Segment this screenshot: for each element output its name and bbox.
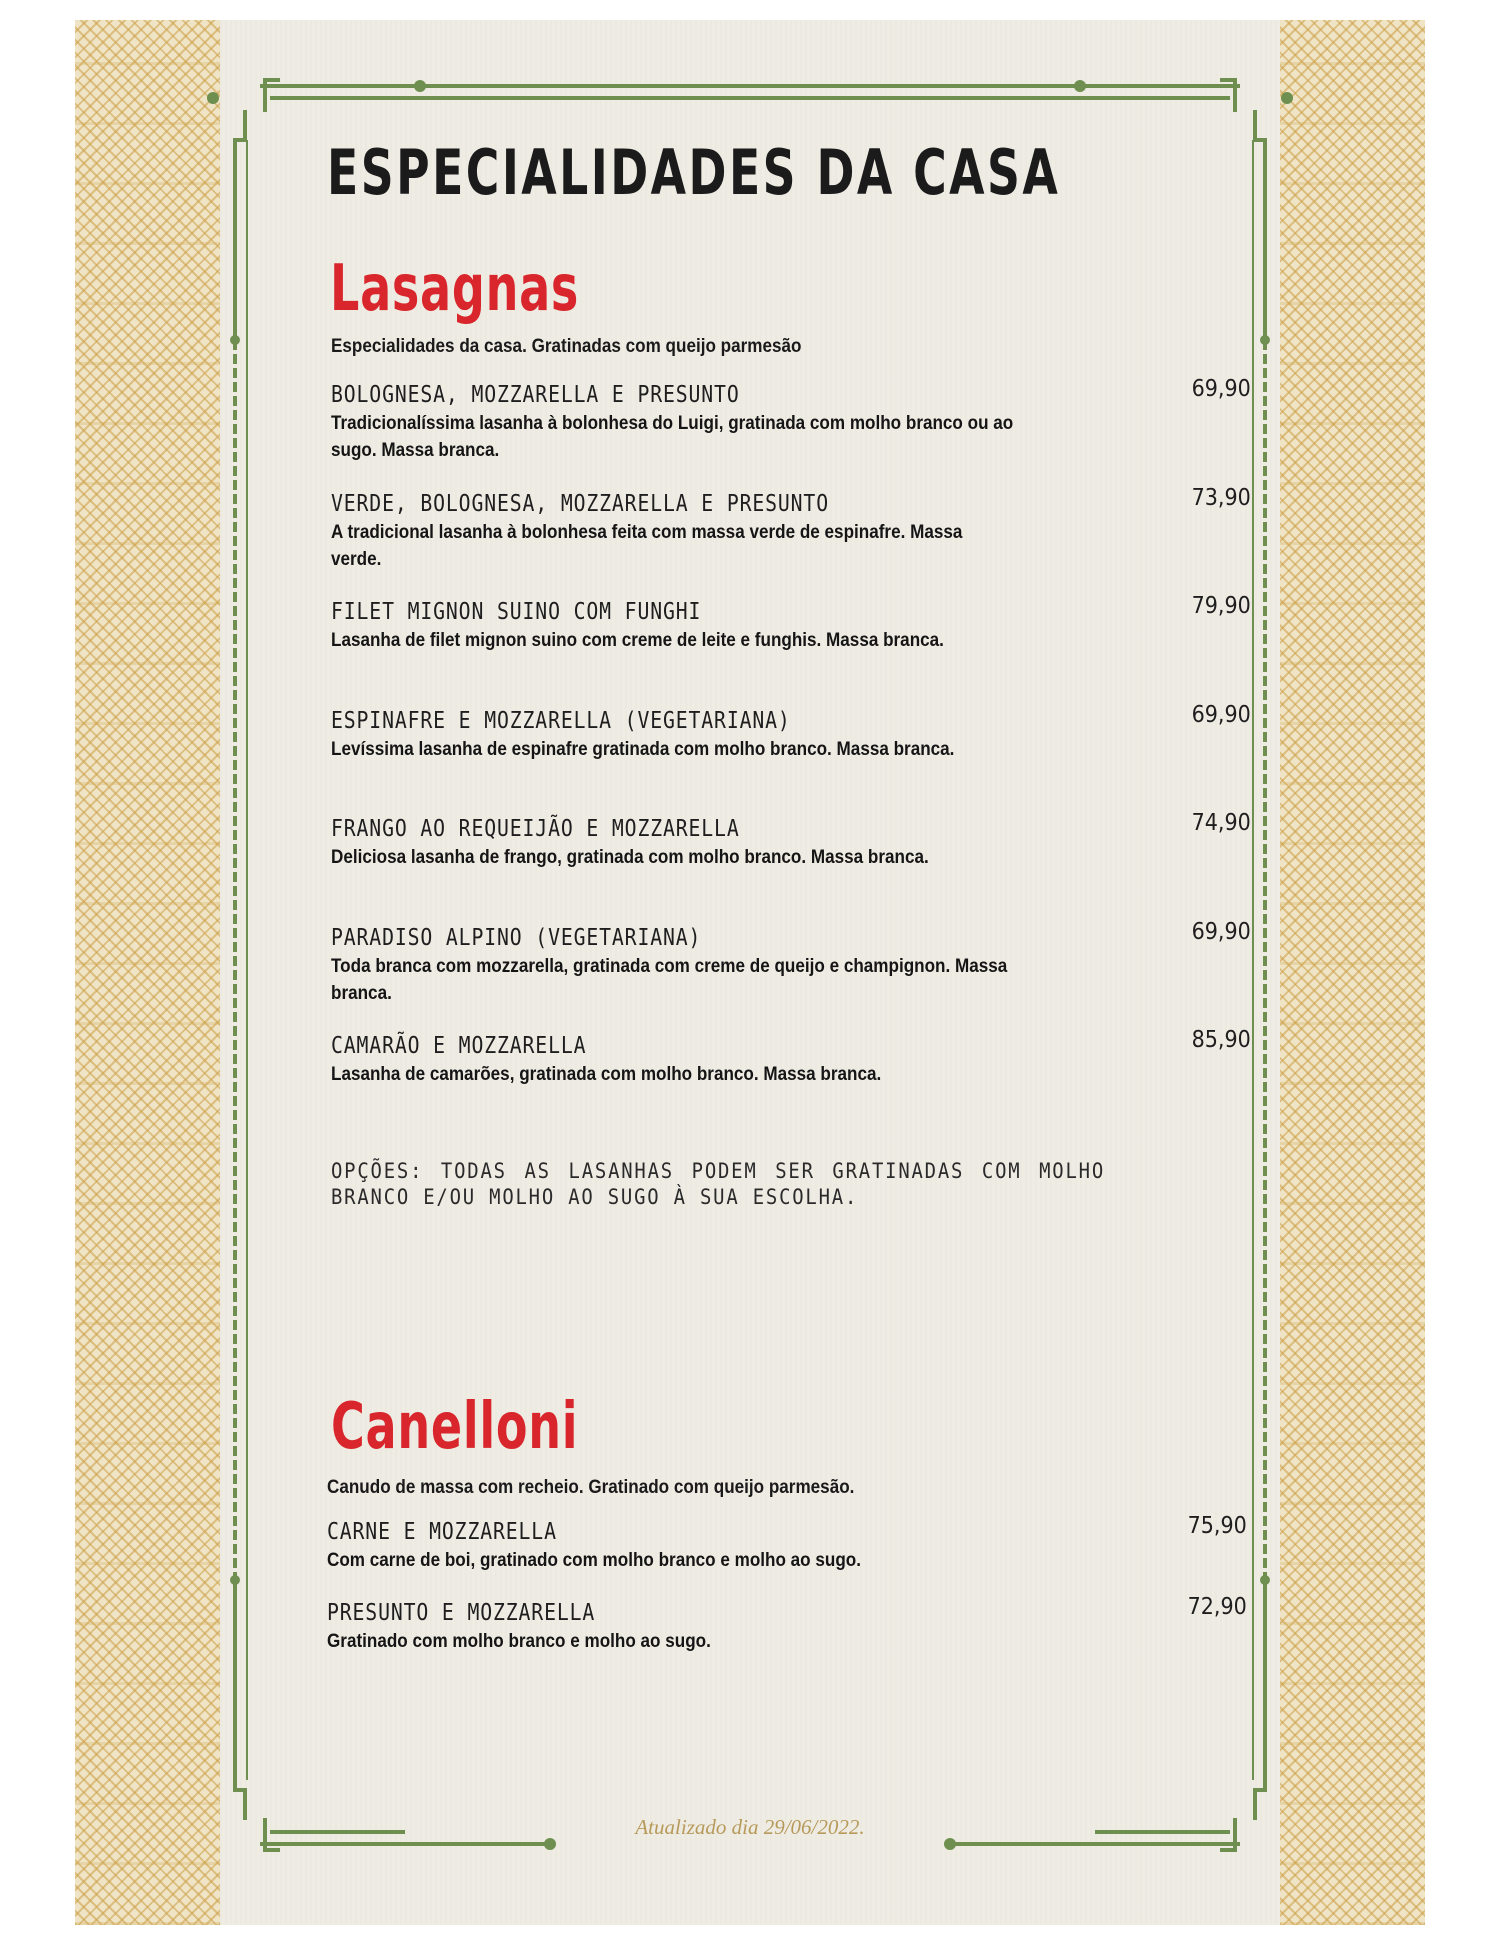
- menu-item: [331, 485, 1251, 573]
- item-name: VERDE, BOLOGNESA, MOZZARELLA E PRESUNTO: [331, 491, 829, 517]
- section-subtitle-lasagnas: Especialidades da casa. Gratinadas com queijo parmesão: [331, 336, 802, 357]
- item-price: 69,90: [1191, 376, 1251, 402]
- item-description: Com carne de boi, gratinado com molho branco e molho ao sugo.: [327, 1550, 861, 1571]
- section-title-canelloni: Canelloni: [331, 1390, 579, 1464]
- item-name: PARADISO ALPINO (VEGETARIANA): [331, 925, 702, 951]
- item-price: 72,90: [1187, 1594, 1247, 1620]
- item-description: Toda branca com mozzarella, gratinada com creme de queijo e champignon. Massa branca.: [331, 956, 1008, 1004]
- menu-item: [327, 1594, 1247, 1655]
- menu-item: [327, 1513, 1247, 1574]
- item-name: CAMARÃO E MOZZARELLA: [331, 1033, 587, 1059]
- section-subtitle-canelloni: Canudo de massa com recheio. Gratinado com queijo parmesão.: [327, 1477, 855, 1498]
- item-description: Deliciosa lasanha de frango, gratinada com molho branco. Massa branca.: [331, 847, 929, 868]
- item-description: Lasanha de filet mignon suino com creme de leite e funghis. Massa branca.: [331, 630, 944, 651]
- page-title: ESPECIALIDADES DA CASA: [327, 136, 1061, 209]
- lasagna-options-note: OPÇÕES: TODAS AS LASANHAS PODEM SER GRATINADAS COM MOLHO BRANCO E/OU MOLHO AO SUGO À SUA ESCOLHA.: [331, 1159, 1105, 1209]
- item-price: 85,90: [1191, 1027, 1251, 1053]
- menu-item: [331, 1027, 1251, 1088]
- menu-item: [331, 593, 1251, 654]
- section-title-lasagnas: Lasagnas: [330, 252, 580, 326]
- item-name: FILET MIGNON SUINO COM FUNGHI: [331, 599, 702, 625]
- item-description: A tradicional lasanha à bolonhesa feita com massa verde de espinafre. Massa verde.: [331, 522, 963, 570]
- item-name: ESPINAFRE E MOZZARELLA (VEGETARIANA): [331, 708, 791, 734]
- item-name: PRESUNTO E MOZZARELLA: [327, 1600, 596, 1626]
- menu-page: [75, 20, 1425, 1925]
- menu-item: [331, 376, 1251, 464]
- item-price: 74,90: [1191, 810, 1251, 836]
- menu-item: [331, 810, 1251, 871]
- item-price: 69,90: [1191, 702, 1251, 728]
- item-price: 75,90: [1187, 1513, 1247, 1539]
- item-description: Gratinado com molho branco e molho ao sugo.: [327, 1631, 711, 1652]
- updated-date: Atualizado dia 29/06/2022.: [635, 1815, 865, 1839]
- item-price: 79,90: [1191, 593, 1251, 619]
- item-name: FRANGO AO REQUEIJÃO E MOZZARELLA: [331, 816, 740, 842]
- item-name: CARNE E MOZZARELLA: [327, 1519, 557, 1545]
- menu-item: [331, 919, 1251, 1007]
- item-price: 69,90: [1191, 919, 1251, 945]
- menu-item: [331, 702, 1251, 763]
- item-name: BOLOGNESA, MOZZARELLA E PRESUNTO: [331, 382, 740, 408]
- item-price: 73,90: [1191, 485, 1251, 511]
- item-description: Tradicionalíssima lasanha à bolonhesa do Luigi, gratinada com molho branco ou ao sugo. Massa branca.: [331, 413, 1014, 461]
- menu-content: [75, 20, 1425, 1925]
- item-description: Lasanha de camarões, gratinada com molho branco. Massa branca.: [331, 1064, 882, 1085]
- item-description: Levíssima lasanha de espinafre gratinada com molho branco. Massa branca.: [331, 739, 955, 760]
